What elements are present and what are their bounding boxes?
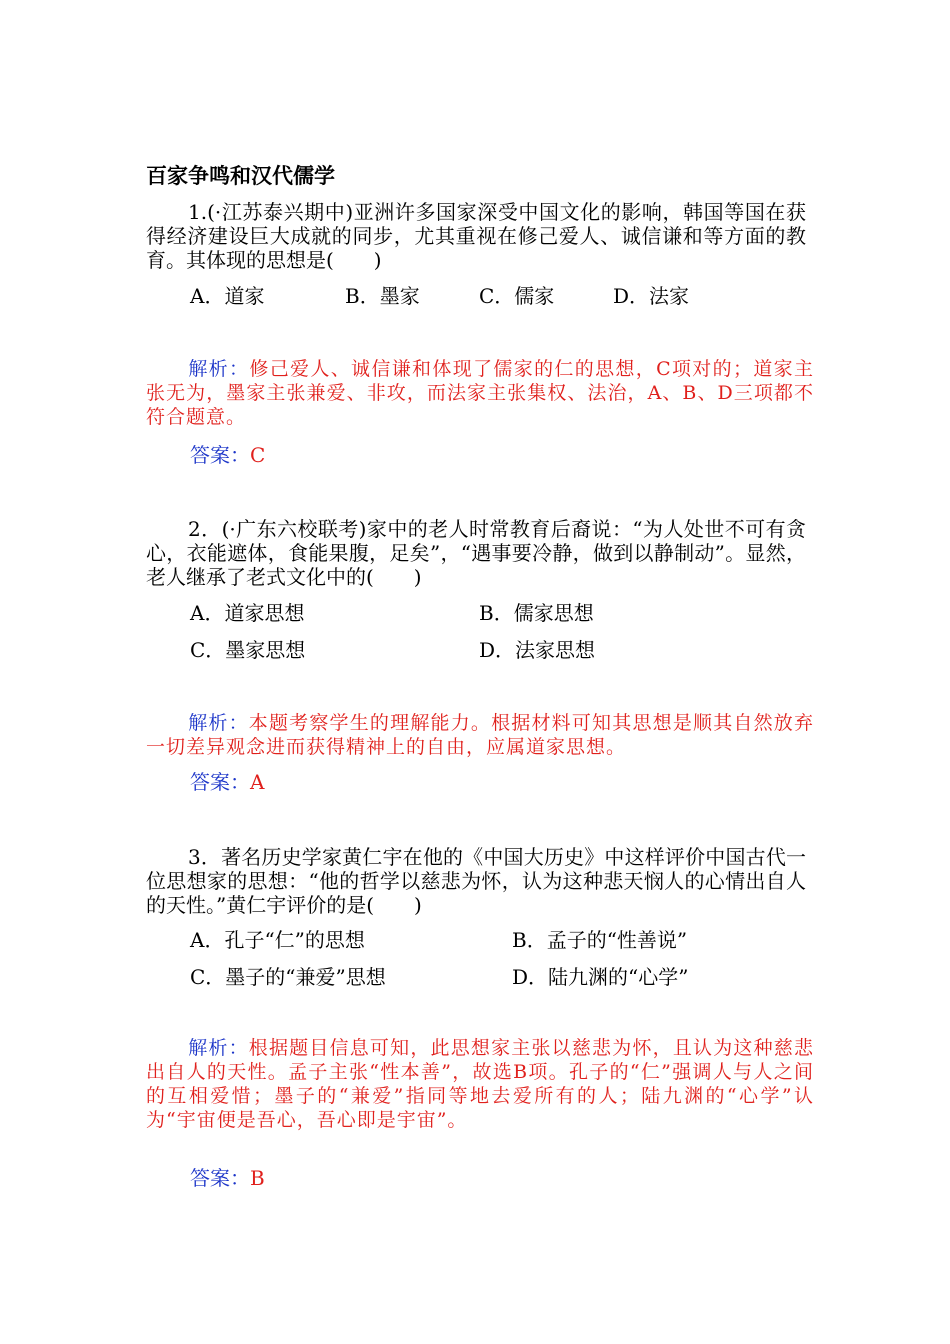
question-3-stem: 3．著名历史学家黄仁宇在他的《中国大历史》中这样评价中国古代一位思想家的思想：“他的哲学以慈悲为怀，认为这种悲天悯人的心情出自人的天性。”黄仁宇评价的是( ) (146, 845, 806, 917)
option-b: B．孟子的“性善说” (512, 928, 688, 952)
question-2-analysis: 解析：本题考察学生的理解能力。根据材料可知其思想是顺其自然放弃一切差异观念进而获得精神上的自由，应属道家思想。 (146, 712, 814, 758)
question-1-stem: 1.(·江苏泰兴期中)亚洲许多国家深受中国文化的影响，韩国等国在获得经济建设巨大成就的同步，尤其重视在修己爱人、诚信谦和等方面的教育。其体现的思想是( ) (146, 200, 806, 272)
question-2-stem: 2．(·广东六校联考)家中的老人时常教育后裔说：“为人处世不可有贪心，衣能遮体，食能果腹，足矣”，“遇事要冷静，做到以静制动”。显然，老人继承了老式文化中的( ) (146, 517, 806, 589)
question-1-analysis: 解析：修己爱人、诚信谦和体现了儒家的仁的思想，C项对的；道家主张无为，墨家主张兼爱、非攻，而法家主张集权、法治，A、B、D三项都不符合题意。 (146, 358, 814, 428)
option-a: A．道家思想 (190, 601, 305, 625)
option-c: C．墨子的“兼爱”思想 (190, 965, 386, 989)
option-b: B．墨家 (345, 284, 420, 308)
option-a: A．孔子“仁”的思想 (190, 928, 365, 952)
question-1-answer: 答案：C (190, 443, 266, 467)
question-2-answer: 答案：A (190, 770, 265, 794)
option-a: A．道家 (190, 284, 265, 308)
option-c: C．儒家 (479, 284, 555, 308)
option-b: B．儒家思想 (479, 601, 594, 625)
option-d: D．法家 (613, 284, 690, 308)
option-d: D．陆九渊的“心学” (512, 965, 689, 989)
question-3-answer: 答案：B (190, 1166, 265, 1190)
question-3-analysis: 解析：根据题目信息可知，此思想家主张以慈悲为怀，且认为这种慈悲出自人的天性。孟子主张“性本善”，故选B项。孔子的“仁”强调人与人之间的互相爱惜；墨子的“兼爱”指同等地去爱所有的人；陆九渊的“心学”认为“宇宙便是吾心，吾心即是宇宙”。 (146, 1037, 814, 1131)
page-title: 百家争鸣和汉代儒学 (146, 164, 335, 188)
option-d: D．法家思想 (479, 638, 596, 662)
option-c: C．墨家思想 (190, 638, 306, 662)
